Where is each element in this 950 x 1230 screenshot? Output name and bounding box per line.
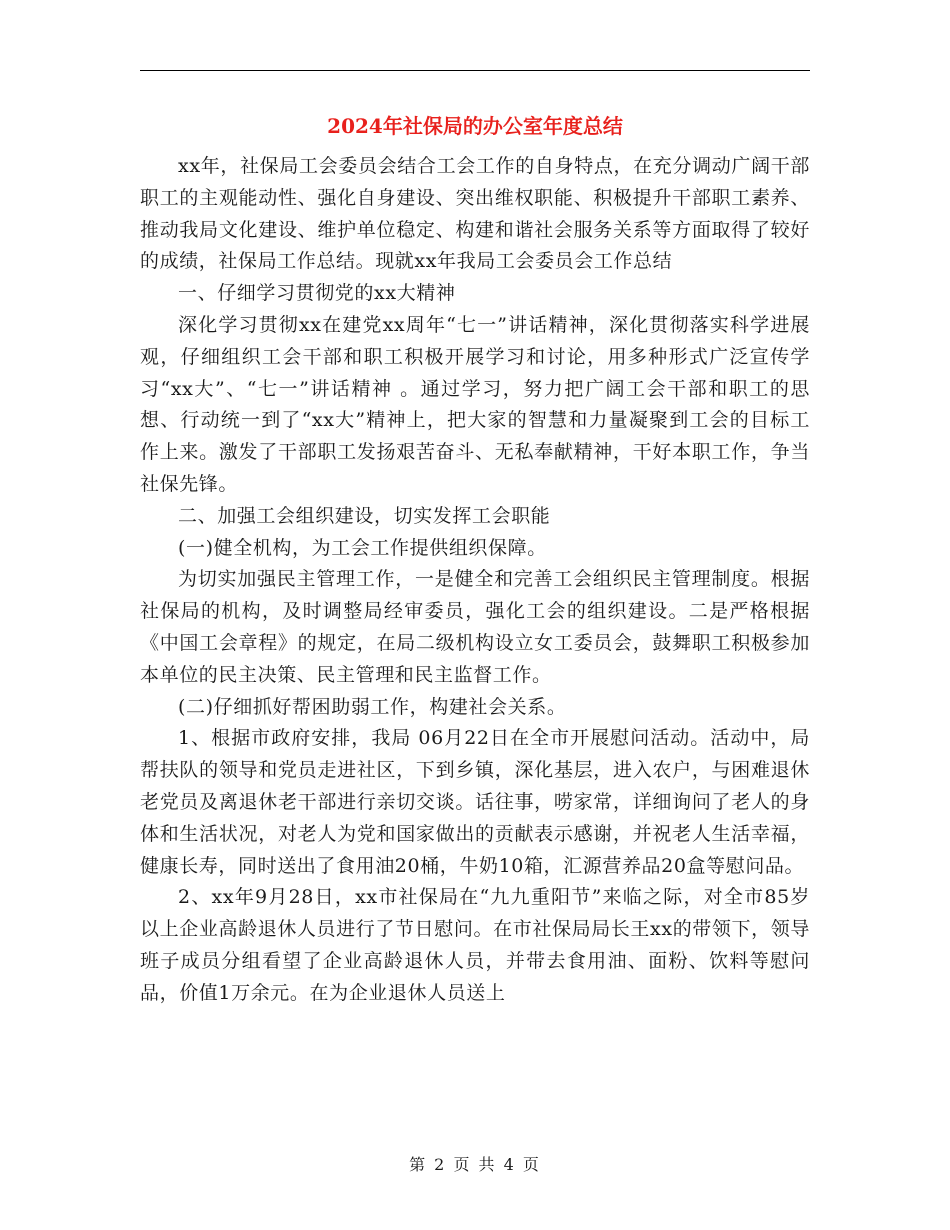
subsection-heading-2: (二)仔细抓好帮困助弱工作，构建社会关系。 [178, 695, 567, 718]
item-2-paragraph: 2、xx年9月28日，xx市社保局在“九九重阳节”来临之际，对全市85岁以上企业高龄退休人员进行了节日慰问。在市社保局局长王xx的带领下，领导班子成员分组看望了企业高龄退休人员，并带去食用油、面粉、饮料等慰问品，价值1万余元。在为企业退休人员送上 [140, 886, 810, 1004]
page-number: 第 2 页 共 4 页 [409, 1155, 541, 1174]
intro-paragraph: xx年，社保局工会委员会结合工会工作的自身特点，在充分调动广阔干部职工的主观能动性、强化自身建设、突出维权职能、积极提升干部职工素养、推动我局文化建设、维护单位稳定、构建和谐社会服务关系等方面取得了较好的成绩，社保局工作总结。现就xx年我局工会委员会工作总结 [140, 155, 810, 273]
item-1-paragraph: 1、根据市政府安排，我局 06月22日在全市开展慰问活动。活动中，局帮扶队的领导和党员走进社区，下到乡镇，深化基层，进入农户，与困难退休老党员及离退休老干部进行亲切交谈。话往事，唠家常，详细询问了老人的身体和生活状况，对老人为党和国家做出的贡献表示感谢，并祝老人生活幸福，健康长寿，同时送出了食用油20桶，牛奶10箱，汇源营养品20盒等慰问品。 [140, 727, 810, 877]
header-rule [140, 70, 810, 71]
document-body [140, 151, 810, 1010]
subsection-heading-1: (一)健全机构，为工会工作提供组织保障。 [178, 536, 547, 559]
section-heading-2: 二、加强工会组织建设，切实发挥工会职能 [178, 504, 551, 527]
section-1-paragraph: 深化学习贯彻xx在建党xx周年“七一”讲话精神，深化贯彻落实科学进展观，仔细组织工会干部和职工积极开展学习和讨论，用多种形式广泛宣传学习“xx大”、“七一”讲话精神 。通过学习，努力把广阔工会干部和职工的思想、行动统一到了“xx大”精神上，把大家的智慧和力量凝聚到工会的目标工作上来。激发了干部职工发扬艰苦奋斗、无私奉献精神，干好本职工作，争当社保先锋。 [140, 313, 810, 495]
section-heading-1: 一、仔细学习贯彻党的xx大精神 [178, 282, 456, 305]
subsection-1-paragraph: 为切实加强民主管理工作，一是健全和完善工会组织民主管理制度。根据社保局的机构，及时调整局经审委员，强化工会的组织建设。二是严格根据《中国工会章程》的规定，在局二级机构设立女工委员会，鼓舞职工积极参加本单位的民主决策、民主管理和民主监督工作。 [140, 568, 810, 686]
document-title: 2024年社保局的办公室年度总结 [327, 114, 623, 138]
